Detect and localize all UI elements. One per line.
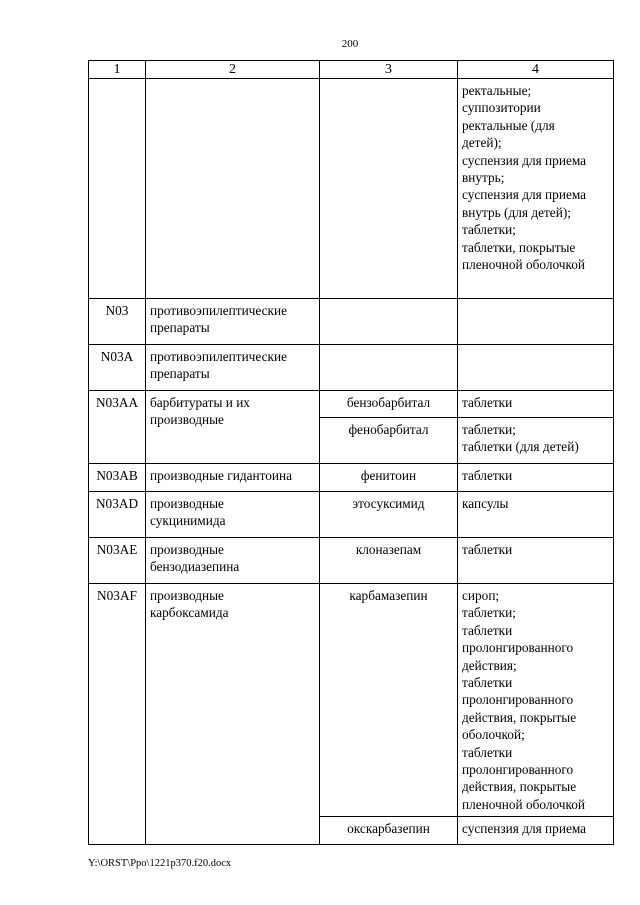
drug-cell (320, 345, 458, 391)
table-row-n03af (89, 584, 614, 817)
forms-cell: капсулы (458, 492, 614, 538)
table-row-n03 (89, 299, 614, 345)
page-number: 200 (341, 38, 359, 50)
code-cell: N03AB (89, 464, 146, 492)
forms-cell: суспензия для приема (458, 817, 614, 845)
table-row-n03ad (89, 492, 614, 538)
forms-cell (458, 345, 614, 391)
header-col-2: 2 (146, 61, 320, 79)
group-cell: противоэпилептические препараты (146, 299, 320, 345)
forms-cell (458, 299, 614, 345)
code-cell: N03AD (89, 492, 146, 538)
forms-cell: ректальные; суппозитории ректальные (для детей); суспензия для приема внутрь; суспензия для приема внутрь (для детей); таблетки; таблетки, покрытые пленочной оболочкой (458, 79, 614, 299)
table-row-n03aa (89, 391, 614, 418)
drug-cell: карбамазепин (320, 584, 458, 817)
drug-cell (320, 79, 458, 299)
code-cell: N03A (89, 345, 146, 391)
drug-cell (320, 299, 458, 345)
group-cell (146, 79, 320, 299)
table-row-continuation (89, 79, 614, 299)
table-row-n03ab (89, 464, 614, 492)
group-cell: барбитураты и их производные (146, 391, 320, 464)
header-col-3: 3 (320, 61, 458, 79)
drug-cell: бензобарбитал (320, 391, 458, 418)
file-path-footer: Y:\ORST\Ppo\1221p370.f20.docx (88, 858, 232, 869)
code-cell: N03AF (89, 584, 146, 845)
drug-cell: этосуксимид (320, 492, 458, 538)
group-cell: производные сукцинимида (146, 492, 320, 538)
table-header-row (89, 61, 614, 79)
forms-cell: таблетки (458, 391, 614, 418)
drug-cell: окскарбазепин (320, 817, 458, 845)
code-cell: N03AA (89, 391, 146, 464)
drug-cell: фенобарбитал (320, 418, 458, 464)
group-cell: производные бензодиазепина (146, 538, 320, 584)
forms-cell: таблетки (458, 538, 614, 584)
header-col-1: 1 (89, 61, 146, 79)
forms-cell: таблетки (458, 464, 614, 492)
drug-cell: фенитоин (320, 464, 458, 492)
medication-table (88, 60, 614, 845)
code-cell (89, 79, 146, 299)
group-cell: противоэпилептические препараты (146, 345, 320, 391)
group-cell: производные гидантоина (146, 464, 320, 492)
code-cell: N03 (89, 299, 146, 345)
group-cell: производные карбоксамида (146, 584, 320, 845)
forms-cell: таблетки; таблетки (для детей) (458, 418, 614, 464)
drug-cell: клоназепам (320, 538, 458, 584)
table-row-n03ae (89, 538, 614, 584)
code-cell: N03AE (89, 538, 146, 584)
forms-cell: сироп; таблетки; таблетки пролонгированного действия; таблетки пролонгированного действия, покрытые оболочкой; таблетки пролонгированного действия, покрытые пленочной оболочкой (458, 584, 614, 817)
table-row-n03a (89, 345, 614, 391)
header-col-4: 4 (458, 61, 614, 79)
